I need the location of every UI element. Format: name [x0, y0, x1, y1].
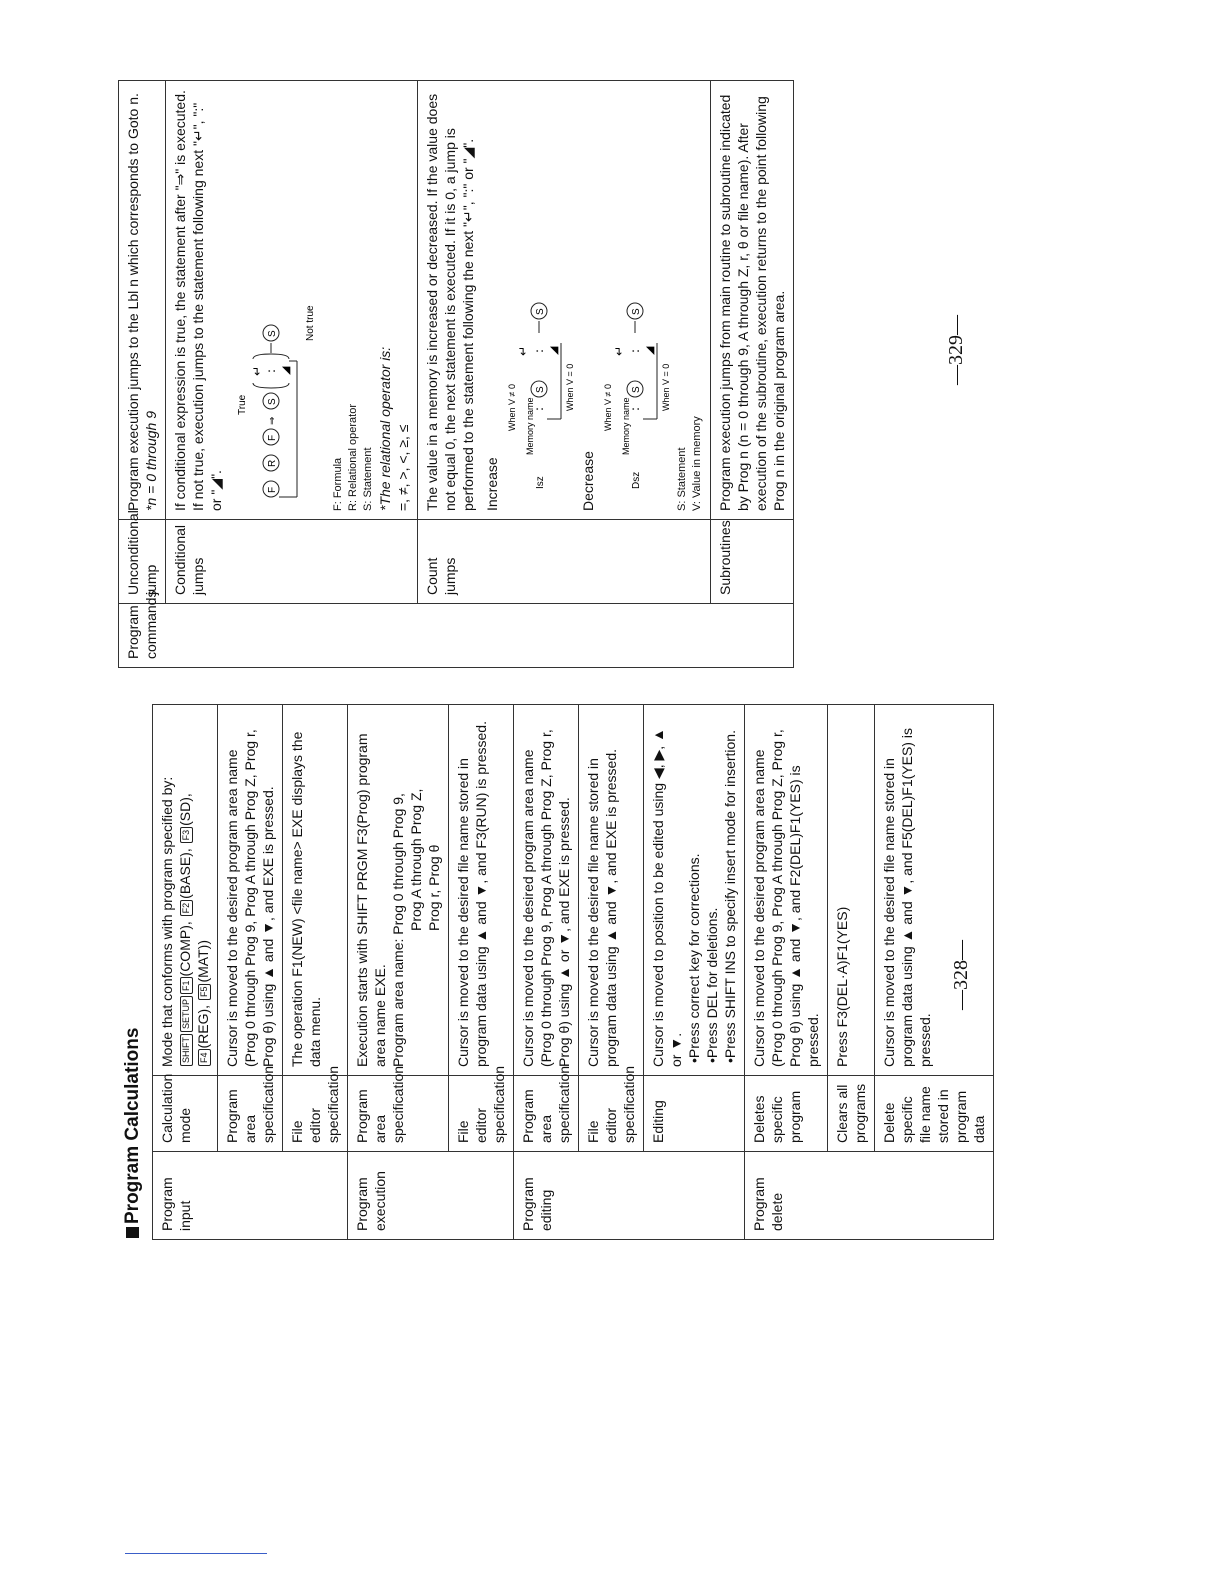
table-row — [348, 705, 449, 1240]
svg-text:↵: ↵ — [612, 345, 626, 356]
svg-text:S: S — [631, 386, 642, 393]
desc-cell: Cursor is moved to the desired file name stored in program data using ▲ and ▼, and F3(RUN) is pressed. — [449, 705, 514, 1076]
desc-cell: Cursor is moved to the desired program area name (Prog 0 through Prog 9, Prog A through Prog Z, Prog r, Prog θ) using ▲ and ▼, and EXE is pressed. — [218, 705, 283, 1076]
desc-text: (BASE), — [177, 844, 193, 899]
desc-text: Program area name: Prog 0 through Prog 9, — [390, 793, 406, 1067]
svg-text:◢: ◢ — [279, 366, 292, 375]
desc-text: If conditional expression is true, the statement after "⇒" is executed. If not true, execution jumps to the statement following next "↵", ":" or "◢". — [172, 90, 224, 511]
increase-flow-svg — [501, 211, 575, 511]
svg-text::: : — [532, 348, 546, 353]
bullet-item: •Press correct key for corrections. — [686, 853, 702, 1063]
desc-text: (SD), — [177, 793, 193, 826]
desc-text: (REG), — [195, 1001, 211, 1049]
item-cell: Calculation mode — [153, 1076, 218, 1152]
legend-statement: S: Statement — [362, 447, 374, 511]
table-row — [514, 705, 579, 1240]
group-cell: Program execution — [348, 1152, 514, 1240]
desc-cell: Cursor is moved to the desired program area name (Prog 0 through Prog 9, Prog A through Prog Z, Prog r, Prog θ) using ▲ and ▼, and F2(DEL)F1(YES) is pressed. — [745, 705, 828, 1076]
desc-text: The value in a memory is increased or decreased. If the value does not equal 0, the next statement is executed. If it is 0, a jump is performed to the statement following the next "↵", ":" or "◢". — [424, 93, 476, 511]
table-row — [418, 81, 711, 668]
svg-text::: : — [264, 368, 278, 373]
decrease-label: Decrease — [580, 451, 596, 511]
when-nonzero-label: When V ≠ 0 — [507, 384, 517, 431]
dsz-label: Dsz — [631, 471, 642, 489]
relational-operator-list: =, ≠, >, <, ≥, ≤ — [395, 424, 411, 511]
isz-label: Isz — [535, 476, 546, 489]
desc-text: Prog A through Prog Z, — [408, 788, 424, 931]
bullet-item: •Press DEL for deletions. — [704, 907, 720, 1063]
item-cell: Conditional jumps — [166, 520, 418, 604]
program-calculations-table — [152, 704, 994, 1240]
r-circle-label: R — [267, 459, 278, 467]
f5-key-icon: F5 — [198, 984, 211, 1001]
item-cell: File editor specification — [579, 1076, 644, 1152]
desc-cell: Cursor is moved to the desired file name stored in program data using ▲ and ▼, and F5(DEL)F1(YES) is pressed. — [875, 705, 994, 1076]
svg-text:S: S — [535, 386, 546, 393]
svg-text::: : — [628, 406, 642, 411]
when-nonzero-label: When V ≠ 0 — [603, 384, 613, 431]
memory-name-label: Memory name — [525, 397, 535, 455]
f4-key-icon: F4 — [198, 1049, 211, 1066]
item-cell: Count jumps — [418, 520, 711, 604]
group-cell: Program commands — [119, 604, 794, 668]
section-title-text: Program Calculations — [122, 1027, 143, 1224]
setup-key-icon: SETUP — [180, 996, 193, 1032]
section-marker-icon — [126, 1227, 139, 1238]
desc-cell — [418, 81, 711, 520]
legend-value-in-memory: V: Value in memory — [691, 416, 703, 511]
desc-note: *n = 0 through 9 — [143, 410, 159, 511]
desc-cell: Cursor is moved to the desired program area name (Prog 0 through Prog 9, Prog A through Prog Z, Prog r, Prog θ) using ▲ or ▼, and EXE is pressed. — [514, 705, 579, 1076]
legend-relational-operator: R: Relational operator — [347, 403, 359, 511]
item-cell: Editing — [644, 1076, 745, 1152]
shift-key-icon: SHIFT — [180, 1034, 193, 1066]
f1-key-icon: F1 — [180, 977, 193, 994]
table-row — [745, 705, 828, 1240]
svg-text:↵: ↵ — [250, 365, 264, 376]
desc-cell — [166, 81, 418, 520]
f-circle-label: F — [267, 434, 278, 441]
memory-name-label: Memory name — [621, 397, 631, 455]
program-commands-table — [118, 80, 794, 668]
s-circle-label: S — [267, 330, 278, 337]
group-cell: Program editing — [514, 1152, 745, 1240]
table-row — [153, 705, 218, 1240]
decrease-flow-svg — [597, 211, 671, 511]
item-cell: File editor specification — [449, 1076, 514, 1152]
desc-text: Program execution jumps to the Lbl n which corresponds to Goto n. — [125, 93, 141, 511]
true-label: True — [237, 394, 248, 415]
table-row — [119, 81, 166, 668]
f2-key-icon: F2 — [180, 900, 193, 917]
s-circle-label: S — [267, 398, 278, 405]
svg-text:◢: ◢ — [643, 346, 656, 355]
desc-text: Cursor is moved to position to be edited using ◀, ▶, ▲ or ▼. — [650, 728, 684, 1067]
item-cell: Clears all programs — [828, 1076, 875, 1152]
group-cell: Program input — [153, 1152, 348, 1240]
svg-text:⇒: ⇒ — [267, 416, 278, 425]
item-cell: Unconditional jump — [119, 520, 166, 604]
svg-text::: : — [628, 348, 642, 353]
desc-text: Mode that conforms with program specified by: — [159, 776, 175, 1067]
right-page-panel — [118, 78, 878, 668]
desc-text: Prog r, Prog θ — [426, 844, 442, 931]
desc-cell: Cursor is moved to the desired file name stored in program data using ▲ and ▼, and EXE is pressed. — [579, 705, 644, 1076]
when-zero-label: When V = 0 — [661, 363, 671, 411]
desc-text: (COMP), — [177, 917, 193, 977]
page-number-left: —328— — [950, 940, 972, 1010]
svg-text:↵: ↵ — [516, 345, 530, 356]
desc-text: Execution starts with SHIFT PRGM F3(Prog) program area name EXE. — [354, 733, 388, 1067]
item-cell: Deletes specific program — [745, 1076, 828, 1152]
conditional-jump-flow-svg — [231, 251, 323, 511]
desc-cell — [644, 705, 745, 1076]
not-true-label: Not true — [305, 305, 316, 341]
legend-formula: F: Formula — [332, 457, 344, 511]
group-cell: Program delete — [745, 1152, 994, 1240]
svg-text:S: S — [535, 308, 546, 315]
relational-operator-title: *The relational operator is: — [377, 346, 393, 511]
f-circle-label: F — [267, 486, 278, 493]
page-number-right: —329— — [945, 315, 967, 385]
desc-cell: Program execution jumps from main routine to subroutine indicated by Prog n (n = 0 through 9, A through Z, r, θ or file name). After execution of the subroutine, execution returns to the point following Prog n in the original program area. — [711, 81, 794, 520]
item-cell: Program area specification — [514, 1076, 579, 1152]
svg-text:S: S — [631, 308, 642, 315]
desc-cell — [348, 705, 449, 1076]
legend-statement: S: Statement — [676, 447, 688, 511]
increase-label: Increase — [484, 457, 500, 511]
conditional-jump-diagram — [231, 89, 327, 511]
desc-cell — [119, 81, 166, 520]
desc-cell — [153, 705, 218, 1076]
desc-cell: Press F3(DEL·A)F1(YES) — [828, 705, 875, 1076]
item-cell: Subroutines — [711, 520, 794, 604]
desc-text: (MAT)) — [195, 940, 211, 983]
item-cell: Delete specific file name stored in program data — [875, 1076, 994, 1152]
item-cell: File editor specification — [283, 1076, 348, 1152]
desc-cell: The operation F1(NEW) <file name> EXE displays the data menu. — [283, 705, 348, 1076]
table-row — [166, 81, 418, 668]
bullet-item: •Press SHIFT INS to specify insert mode for insertion. — [722, 730, 738, 1063]
item-cell: Program area specification — [218, 1076, 283, 1152]
when-zero-label: When V = 0 — [565, 363, 575, 411]
f3-key-icon: F3 — [180, 827, 193, 844]
svg-text:◢: ◢ — [547, 346, 560, 355]
table-row — [711, 81, 794, 668]
footer-rule — [125, 1553, 267, 1554]
item-cell: Program area specification — [348, 1076, 449, 1152]
svg-text::: : — [532, 406, 546, 411]
